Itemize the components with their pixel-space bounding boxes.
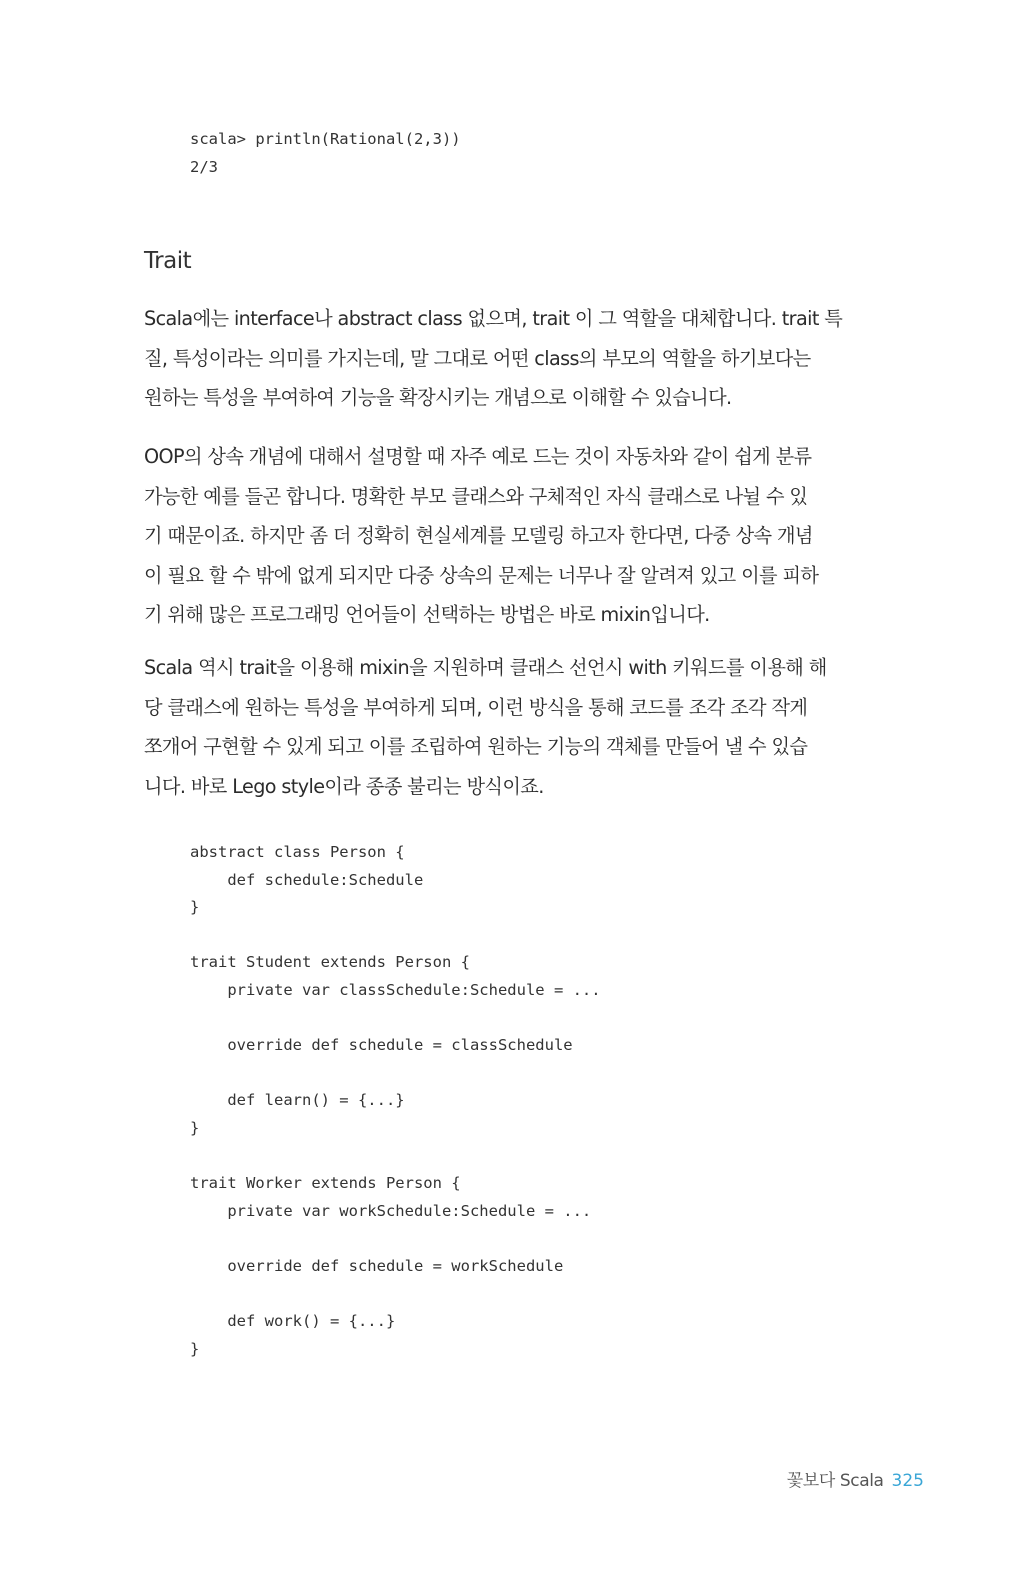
paragraph-line: OOP의 상속 개념에 대해서 설명할 때 자주 예로 드는 것이 자동차와 같이 쉽게 분류 — [144, 445, 812, 468]
code-line: def learn() = {...} — [190, 1091, 405, 1110]
code-line: scala> println(Rational(2,3)) — [190, 130, 461, 148]
book-title: 꽃보다 Scala — [786, 1471, 884, 1491]
paragraph-line: 가능한 예를 들곤 합니다. 명확한 부모 클래스와 구체적인 자식 클래스로 나뉠 수 있 — [144, 484, 808, 508]
code-line: abstract class Person { — [190, 843, 405, 861]
code-line — [190, 1060, 601, 1088]
code-line — [190, 922, 601, 950]
code-line: override def schedule = classSchedule — [190, 1036, 573, 1055]
code-line: private var classSchedule:Schedule = ... — [190, 980, 601, 999]
paragraph-line: 질, 특성이라는 의미를 가지는데, 말 그대로 어떤 class의 부모의 역할을 하기보다는 — [144, 346, 811, 370]
paragraph-line: 기 때문이죠. 하지만 좀 더 정확히 현실세계를 모델링 하고자 한다면, 다중 상속 개념 — [144, 524, 813, 547]
code-line — [190, 1005, 601, 1033]
code-snippet-println — [190, 126, 461, 181]
code-line — [190, 1225, 601, 1253]
code-line: trait Student extends Person { — [190, 953, 470, 972]
code-line — [190, 1143, 601, 1171]
paragraph-oop-inheritance — [144, 437, 889, 635]
paragraph-line: 기 위해 많은 프로그래밍 언어들이 선택하는 방법은 바로 mixin입니다. — [144, 603, 710, 626]
code-line: def schedule:Schedule — [190, 870, 424, 889]
code-line — [190, 1281, 601, 1309]
code-line: override def schedule = workSchedule — [190, 1256, 564, 1275]
code-line: private var workSchedule:Schedule = ... — [190, 1201, 592, 1220]
page-footer — [787, 1466, 924, 1491]
page-number: 325 — [891, 1471, 924, 1491]
paragraph-line: 당 클래스에 원하는 특성을 부여하게 되며, 이런 방식을 통해 코드를 조각 조각 작게 — [144, 695, 808, 719]
code-line: } — [190, 1118, 200, 1137]
paragraph-line: 이 필요 할 수 밖에 없게 되지만 다중 상속의 문제는 너무나 잘 알려져 있고 이를 피하 — [144, 563, 819, 587]
paragraph-line: Scala 역시 trait을 이용해 mixin을 지원하며 클래스 선언시 with 키워드를 이용해 해 — [144, 656, 827, 679]
code-line: } — [190, 898, 200, 917]
code-line: def work() = {...} — [190, 1312, 396, 1331]
code-line: } — [190, 1339, 200, 1358]
paragraph-line: Scala에는 interface나 abstract class 없으며, trait 이 그 역할을 대체합니다. trait 특 — [144, 307, 843, 330]
paragraph-trait-intro — [144, 299, 889, 418]
code-line: trait Worker extends Person { — [190, 1174, 461, 1193]
code-block-traits — [190, 839, 601, 1363]
code-line: 2/3 — [190, 157, 218, 176]
paragraph-line: 원하는 특성을 부여하여 기능을 확장시키는 개념으로 이해할 수 있습니다. — [144, 386, 732, 409]
paragraph-line: 니다. 바로 Lego style이라 종종 불리는 방식이죠. — [144, 774, 544, 798]
paragraph-mixin-lego — [144, 648, 889, 806]
paragraph-line: 쪼개어 구현할 수 있게 되고 이를 조립하여 원하는 기능의 객체를 만들어 낼 수 있습 — [144, 735, 808, 758]
section-title-trait: Trait — [144, 248, 192, 274]
